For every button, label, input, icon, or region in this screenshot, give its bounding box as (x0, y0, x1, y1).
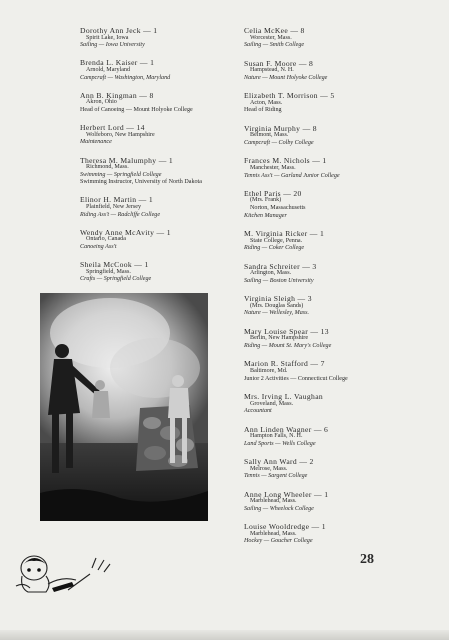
staff-entry (244, 426, 434, 449)
staff-detail: Springfield, Mass. (86, 268, 131, 275)
staff-role: Tennis — Sargent College (244, 473, 308, 480)
staff-role: Accountant (244, 408, 272, 415)
staff-detail: Hampton Falls, N. H. (250, 433, 303, 440)
staff-role: Sailing — Boston University (244, 277, 314, 284)
staff-entry (80, 59, 230, 82)
staff-detail: Melrose, Mass. (250, 465, 288, 472)
staff-detail: Spirit Lake, Iowa (86, 34, 129, 41)
staff-role: Hockey — Goucher College (244, 538, 313, 545)
staff-detail: Arnold, Maryland (86, 66, 131, 73)
staff-name: Elinor H. Martin — 1 (80, 195, 154, 205)
staff-entry (244, 360, 434, 383)
staff-role: Maintenance (80, 139, 112, 146)
staff-role: Sailing — Iowa University (80, 42, 145, 49)
staff-entry (244, 190, 434, 220)
staff-entry (80, 124, 230, 147)
staff-name: Mrs. Irving L. Vaughan (244, 391, 324, 401)
staff-detail: Marblehead, Mass. (250, 530, 297, 537)
staff-name: Dorothy Ann Jeck — 1 (80, 26, 158, 35)
staff-name: Wendy Anne McAvity — 1 (80, 227, 171, 237)
staff-role: Swimming Instructor, University of North Dakota (80, 179, 202, 186)
staff-detail: Hampstead, N. H. (250, 67, 294, 74)
staff-name: Mary Louise Spear — 13 (244, 326, 329, 336)
staff-role: Canoeing Ass't (80, 244, 117, 251)
staff-entry (244, 263, 434, 286)
staff-role: Land Sports — Wells College (244, 440, 316, 447)
staff-role: Tennis Ass't — Garland Junior College (244, 172, 340, 179)
staff-detail: Norton, Massachusetts (250, 205, 306, 212)
staff-detail: (Mrs. Frank) (250, 197, 282, 204)
staff-role: Campcraft — Washington, Maryland (80, 74, 171, 81)
staff-detail: Worcester, Mass. (250, 34, 292, 41)
staff-role: Nature — Wellesley, Mass. (244, 310, 310, 317)
staff-name: Sally Ann Ward — 2 (244, 457, 314, 467)
staff-name: Sandra Schreiter — 3 (244, 261, 317, 271)
staff-entry (80, 157, 230, 187)
staff-entry (244, 295, 434, 318)
staff-name: Frances M. Nichols — 1 (244, 156, 327, 166)
camper-doodle-illustration (12, 546, 112, 596)
staff-role: Head of Riding (244, 107, 282, 114)
staff-detail: Acton, Mass. (250, 99, 283, 106)
staff-detail: Arlington, Mass. (250, 270, 292, 277)
staff-name: Ann B. Kingman — 8 (80, 90, 154, 100)
staff-name: Virginia Sleigh — 3 (244, 294, 312, 304)
staff-entry (244, 458, 434, 481)
right-staff-column (244, 27, 434, 556)
left-staff-column (80, 27, 230, 294)
staff-detail: Richmond, Mass. (86, 164, 129, 171)
staff-role: Kitchen Manager (244, 212, 287, 219)
staff-entry (80, 27, 230, 50)
staff-entry (80, 229, 230, 252)
staff-entry (244, 92, 434, 115)
staff-detail: Wolfeboro, New Hampshire (86, 131, 155, 138)
staff-name: Herbert Lord — 14 (80, 123, 145, 133)
staff-role: Sailing — Wheelock College (244, 505, 314, 512)
staff-name: Louise Wooldredge — 1 (244, 522, 326, 532)
staff-name: Theresa M. Malumphy — 1 (80, 155, 174, 165)
staff-detail: Akron, Ohio (86, 99, 117, 106)
staff-entry (244, 328, 434, 351)
staff-entry (244, 27, 434, 50)
staff-role: Campcraft — Colby College (244, 139, 314, 146)
staff-name: Virginia Murphy — 8 (244, 123, 317, 133)
staff-detail: Belmont, Mass. (250, 132, 289, 139)
staff-detail: Groveland, Mass. (250, 400, 294, 407)
staff-detail: Berlin, New Hampshire (250, 335, 309, 342)
staff-detail: Marblehead, Mass. (250, 498, 297, 505)
staff-name: Susan F. Moore — 8 (244, 58, 314, 68)
staff-role: Swimming — Springfield College (80, 171, 162, 178)
staff-name: Anne Long Wheeler — 1 (244, 489, 329, 499)
staff-role: Crafts — Springfield College (80, 276, 152, 283)
staff-entry (244, 60, 434, 83)
staff-name: Ethel Paris — 20 (244, 188, 302, 198)
staff-entry (244, 523, 434, 546)
staff-role: Junior 2 Activities — Connecticut College (244, 375, 348, 382)
staff-entry (244, 125, 434, 148)
campfire-photo (40, 293, 208, 521)
staff-role: Nature — Mount Holyoke College (244, 74, 328, 81)
staff-role: Riding — Coker College (244, 245, 305, 252)
staff-name: Elizabeth T. Morrison — 5 (244, 91, 335, 101)
staff-detail: Ontario, Canada (86, 236, 126, 243)
staff-entry (244, 393, 434, 416)
staff-detail: Manchester, Mass. (250, 164, 296, 171)
staff-name: Sheila McCook — 1 (80, 260, 149, 270)
staff-detail: Baltimore, Md. (250, 367, 288, 374)
staff-name: Marion R. Stafford — 7 (244, 359, 325, 369)
staff-name: M. Virginia Ricker — 1 (244, 229, 325, 239)
staff-detail: Plainfield, New Jersey (86, 204, 141, 211)
staff-name: Brenda L. Kaiser — 1 (80, 58, 155, 68)
staff-role: Head of Canoeing — Mount Holyoke College (80, 106, 193, 113)
staff-entry (244, 157, 434, 180)
staff-detail: (Mrs. Douglas Sands) (250, 302, 304, 309)
staff-entry (244, 491, 434, 514)
staff-role: Riding — Mount St. Mary's College (244, 342, 332, 349)
page-number: 28 (360, 552, 374, 567)
staff-entry (80, 196, 230, 219)
staff-detail: State College, Penna. (250, 237, 303, 244)
staff-role: Sailing — Smith College (244, 42, 305, 49)
staff-name: Ann Linden Wagner — 6 (244, 424, 329, 434)
staff-name: Celia McKee — 8 (244, 26, 305, 35)
staff-entry (80, 92, 230, 115)
staff-role: Riding Ass't — Radcliffe College (80, 211, 161, 218)
staff-entry (244, 230, 434, 253)
staff-entry (80, 261, 230, 284)
